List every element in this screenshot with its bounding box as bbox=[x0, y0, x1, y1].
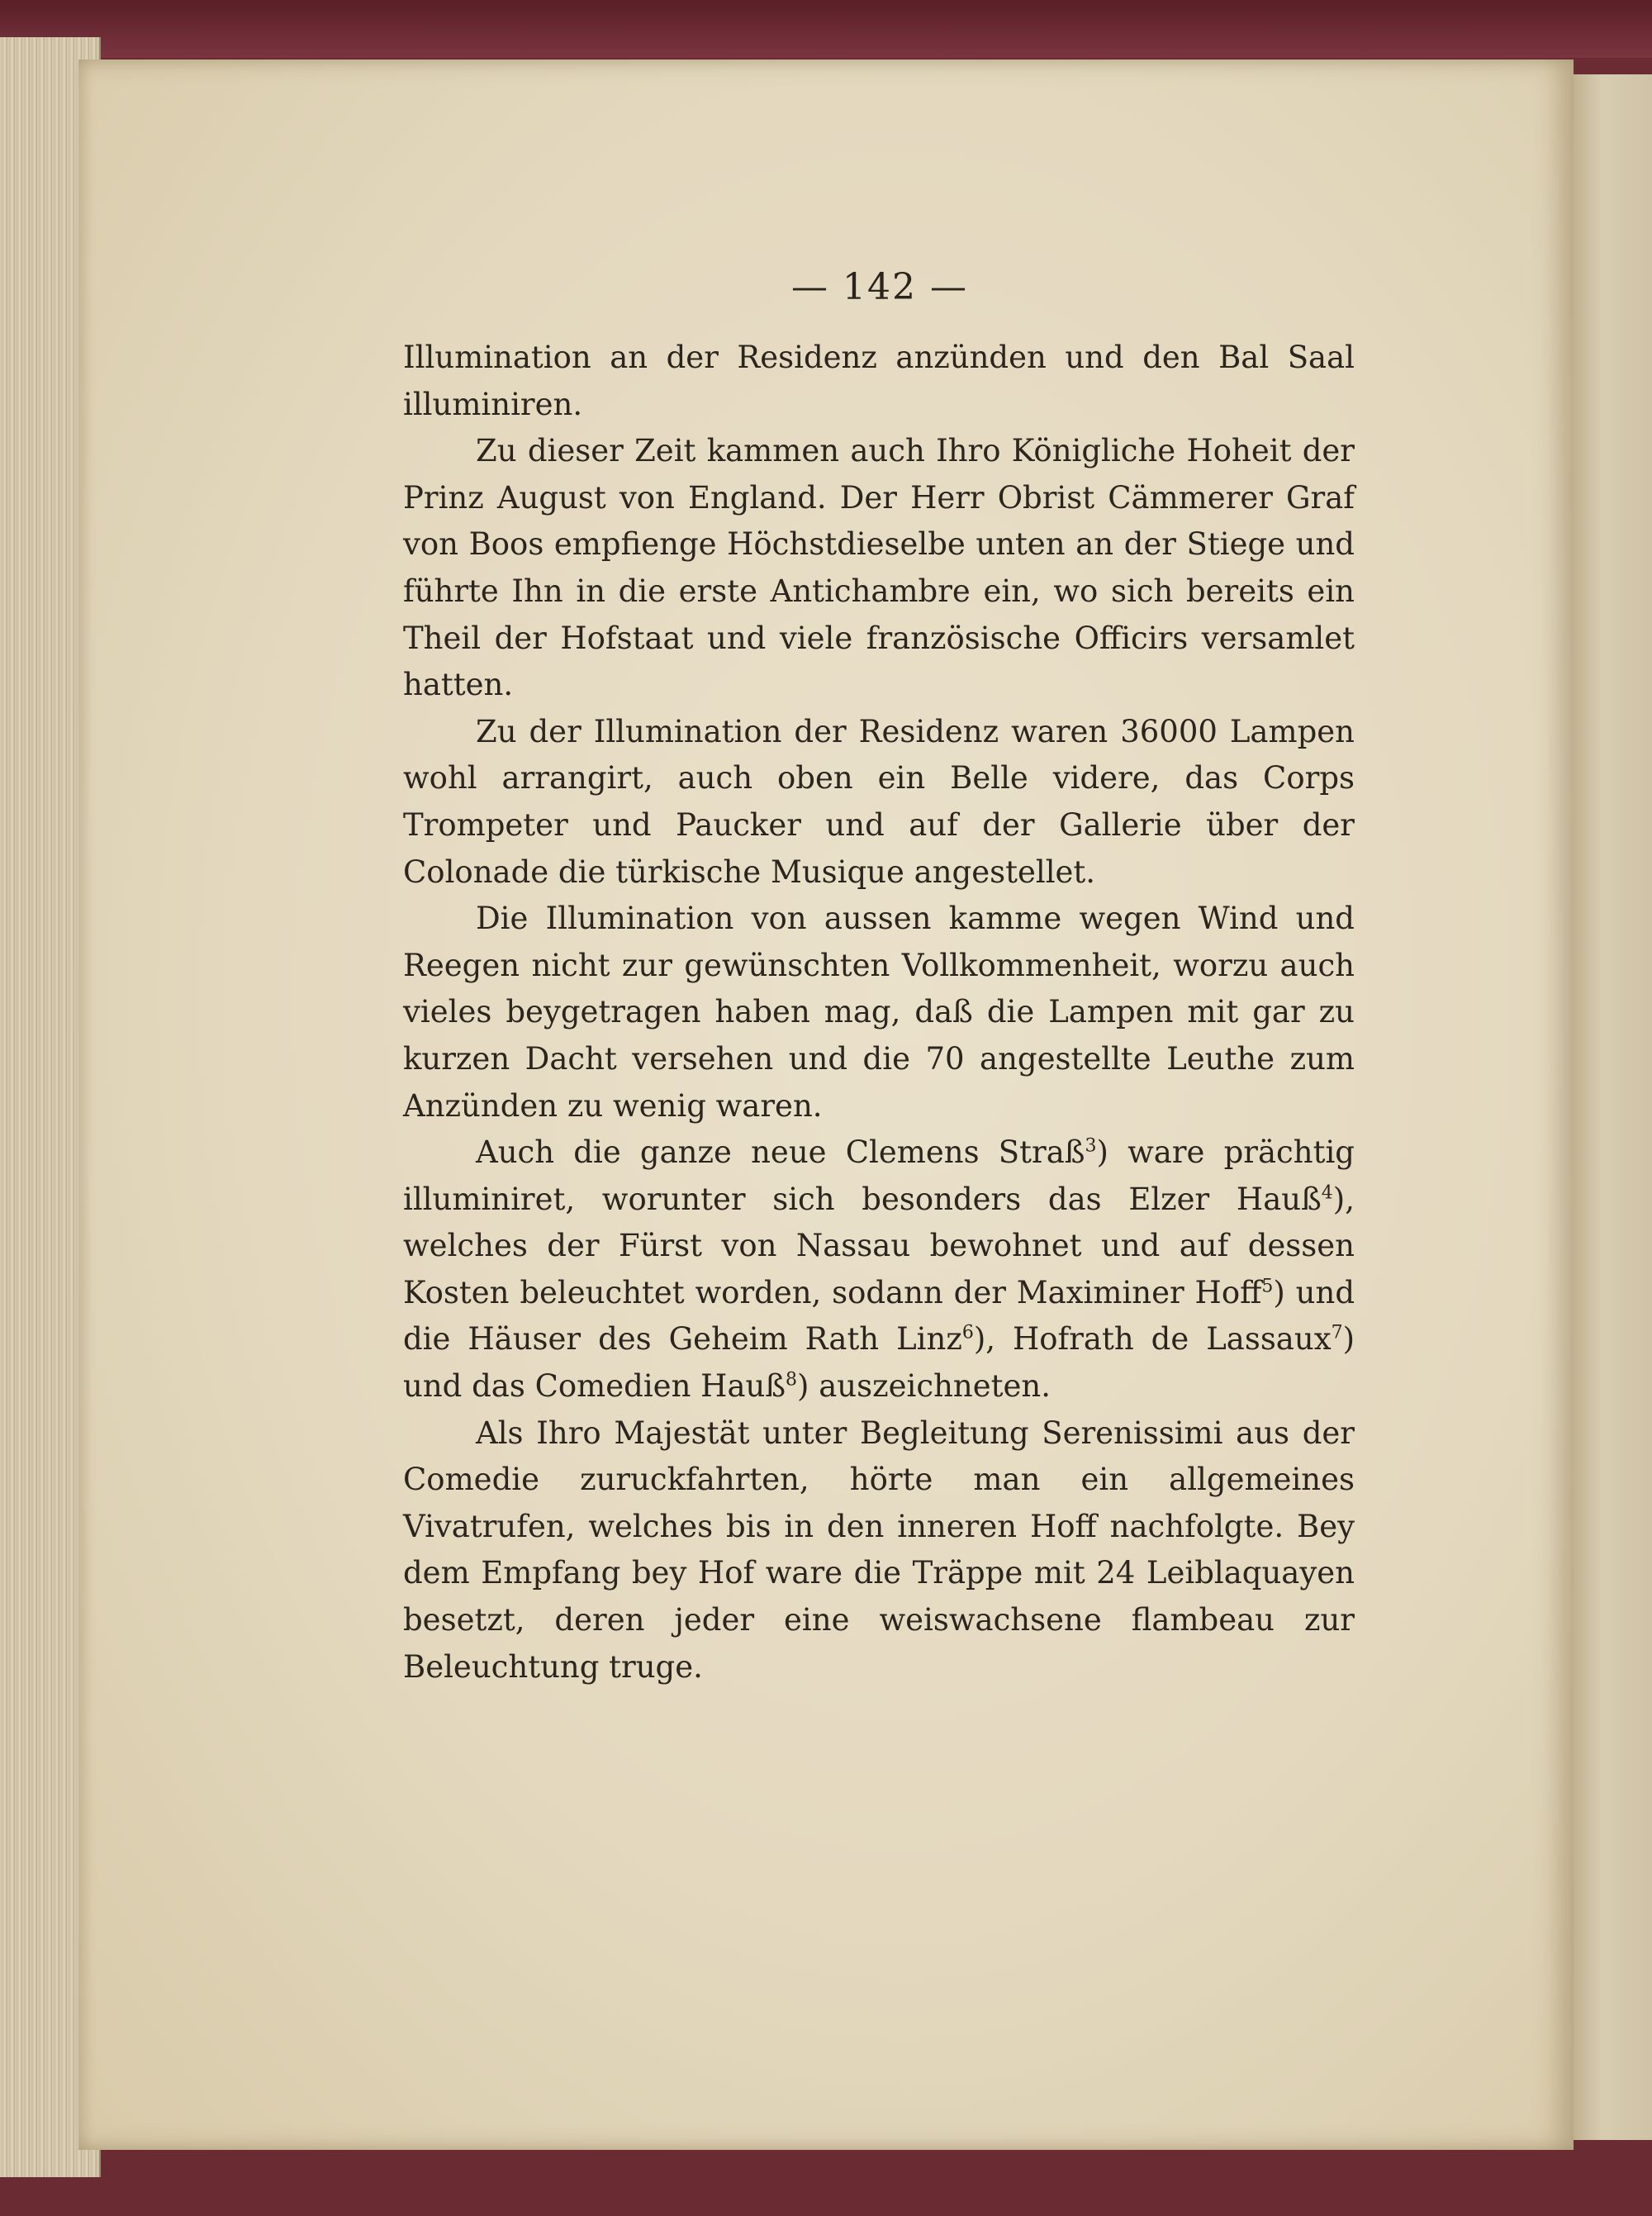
paragraph-4: Die Illumination von aussen kamme wegen Wind und Reegen nicht zur gewünschten Vollkommenheit, worzu auch vieles beygetragen haben mag, daß die Lampen mit gar zu kurzen Dacht versehen und die 70 angestellte Leuthe zum Anzünden zu wenig waren. bbox=[403, 901, 1355, 1124]
footnote-marker: 6 bbox=[961, 1323, 974, 1344]
paragraph-3: Zu der Illumination der Residenz waren 36000 Lampen wohl arrangirt, auch oben ein Belle videre, das Corps Trompeter und Paucker und auf der Gallerie über der Colonade die türkische Musique angestellet. bbox=[403, 713, 1355, 890]
footnote-marker: 8 bbox=[786, 1369, 798, 1391]
paragraph-2: Zu dieser Zeit kammen auch Ihro Königliche Hoheit der Prinz August von England. Der Herr Obrist Cämmerer Graf von Boos empfienge Höchstdieselbe unten an der Stiege und führte Ihn in die erste Antichambre ein, wo sich bereits ein Theil der Hofstaat und viele französische Officirs versamlet hatten. bbox=[403, 433, 1355, 703]
paragraph-1: Illumination an der Residenz anzünden und den Bal Saal illuminiren. bbox=[403, 340, 1355, 422]
page-number: — 142 — bbox=[791, 266, 968, 308]
paragraph-6: Als Ihro Majestät unter Begleitung Serenissimi aus der Comedie zuruckfahrten, hörte man ein allgemeines Vivatrufen, welches bis in den inneren Hoff nachfolgte. Bey dem Empfang bey Hof ware die Träppe mit 24 Leiblaquayen besetzt, deren jeder eine weiswachsene flambeau zur Beleuchtung truge. bbox=[403, 1415, 1355, 1685]
footnote-marker: 7 bbox=[1331, 1323, 1343, 1344]
paragraph-5: Auch die ganze neue Clemens Straß$^3$) ware prächtig illuminiret, worunter sich besonders das Elzer Hauß$^4$), welches der Fürst von Nassau bewohnet und auf dessen Kosten beleuchtet worden, sodann der Maximiner Hoff$^5$) und die Häuser des Geheim Rath Linz$^6$), Hofrath de Lassaux$^7$) und das Comedien Hauß$^8$) auszeichneten. bbox=[403, 1134, 1355, 1405]
book-cover-edge bbox=[0, 0, 1652, 58]
facing-page-edge bbox=[1569, 74, 1652, 2140]
footnote-marker: 4 bbox=[1321, 1182, 1333, 1204]
body-text bbox=[403, 335, 1355, 1691]
footnote-marker: 5 bbox=[1261, 1276, 1274, 1297]
footnote-marker: 3 bbox=[1085, 1135, 1097, 1157]
